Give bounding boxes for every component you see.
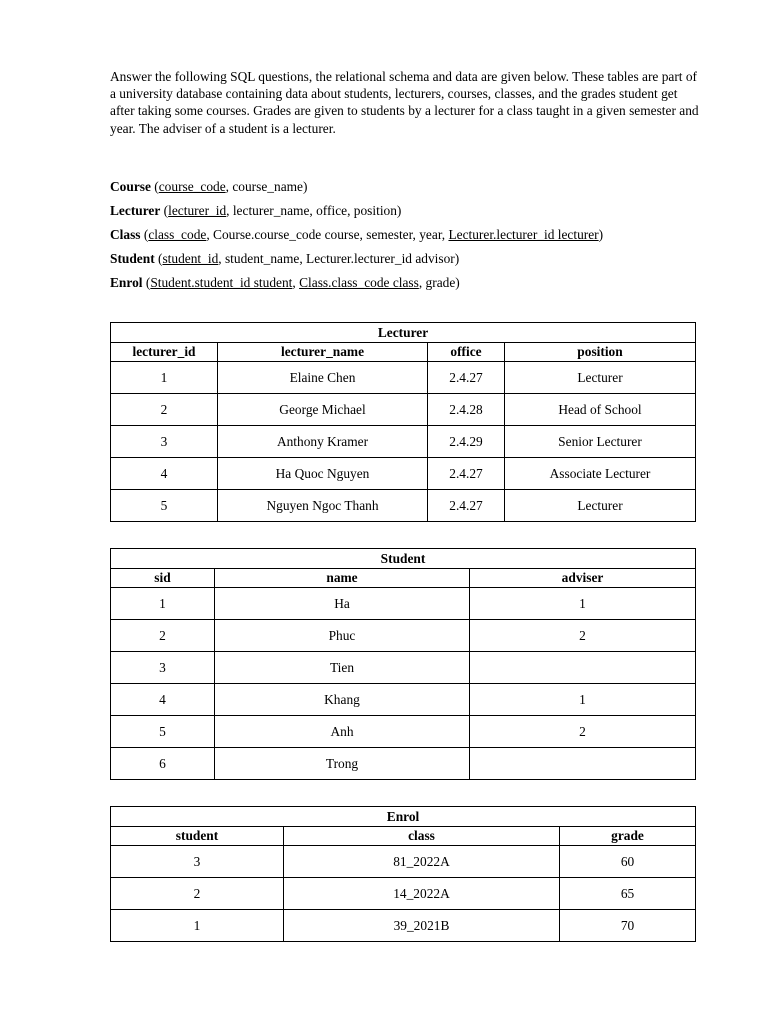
column-header: class [284, 827, 560, 846]
table-row: 5 Nguyen Ngoc Thanh 2.4.27 Lecturer [111, 490, 696, 522]
column-header: grade [560, 827, 696, 846]
primary-key: student_id [162, 251, 219, 266]
schema-student: Student (student_id, student_name, Lecturer.lecturer_id advisor) [110, 251, 460, 266]
column-header: lecturer_name [218, 343, 428, 362]
table-caption: Lecturer [111, 323, 696, 343]
column-header: lecturer_id [111, 343, 218, 362]
column-header: office [428, 343, 505, 362]
table-caption: Enrol [111, 807, 696, 827]
table-row: 2 George Michael 2.4.28 Head of School [111, 394, 696, 426]
column-header: adviser [470, 569, 696, 588]
primary-key: course_code [158, 179, 226, 194]
column-header: name [215, 569, 470, 588]
table-caption: Student [111, 549, 696, 569]
table-row: 4 Khang 1 [111, 684, 696, 716]
relation-name: Course [110, 179, 151, 194]
schema-course: Course (course_code, course_name) [110, 179, 308, 194]
table-row: 3 Anthony Kramer 2.4.29 Senior Lecturer [111, 426, 696, 458]
key-attribute: Lecturer.lecturer_id lecturer [448, 227, 599, 242]
student-table [110, 548, 696, 780]
relation-name: Lecturer [110, 203, 161, 218]
intro-paragraph: Answer the following SQL questions, the relational schema and data are given below. These tables are part of a university database containing data about students, lecturers, courses, classes, and the grades student get after taking some courses. Grades are given to students by a lecturer for a class taught in a given semester and year. The adviser of a student is a lecturer. [110, 69, 699, 136]
relation-name: Enrol [110, 275, 143, 290]
table-row: 1 39_2021B 70 [111, 910, 696, 942]
column-header: sid [111, 569, 215, 588]
primary-key: Class.class_code class [299, 275, 419, 290]
table-row: 1 Ha 1 [111, 588, 696, 620]
schema-class: Class (class_code, Course.course_code course, semester, year, Lecturer.lecturer_id lecturer) [110, 227, 604, 242]
table-row: 3 Tien [111, 652, 696, 684]
table-row: 1 Elaine Chen 2.4.27 Lecturer [111, 362, 696, 394]
table-row: 5 Anh 2 [111, 716, 696, 748]
primary-key: Student.student_id student [150, 275, 293, 290]
relational-schema [110, 178, 710, 298]
table-row: 3 81_2022A 60 [111, 846, 696, 878]
table-row: 2 Phuc 2 [111, 620, 696, 652]
table-row: 4 Ha Quoc Nguyen 2.4.27 Associate Lecturer [111, 458, 696, 490]
column-header: position [505, 343, 696, 362]
table-row: 6 Trong [111, 748, 696, 780]
schema-enrol: Enrol (Student.student_id student, Class.class_code class, grade) [110, 275, 460, 290]
enrol-table [110, 806, 696, 942]
lecturer-table [110, 322, 696, 522]
relation-name: Class [110, 227, 141, 242]
table-row: 2 14_2022A 65 [111, 878, 696, 910]
primary-key: class_code [148, 227, 207, 242]
relation-name: Student [110, 251, 155, 266]
column-header: student [111, 827, 284, 846]
schema-lecturer: Lecturer (lecturer_id, lecturer_name, office, position) [110, 203, 402, 218]
primary-key: lecturer_id [168, 203, 227, 218]
